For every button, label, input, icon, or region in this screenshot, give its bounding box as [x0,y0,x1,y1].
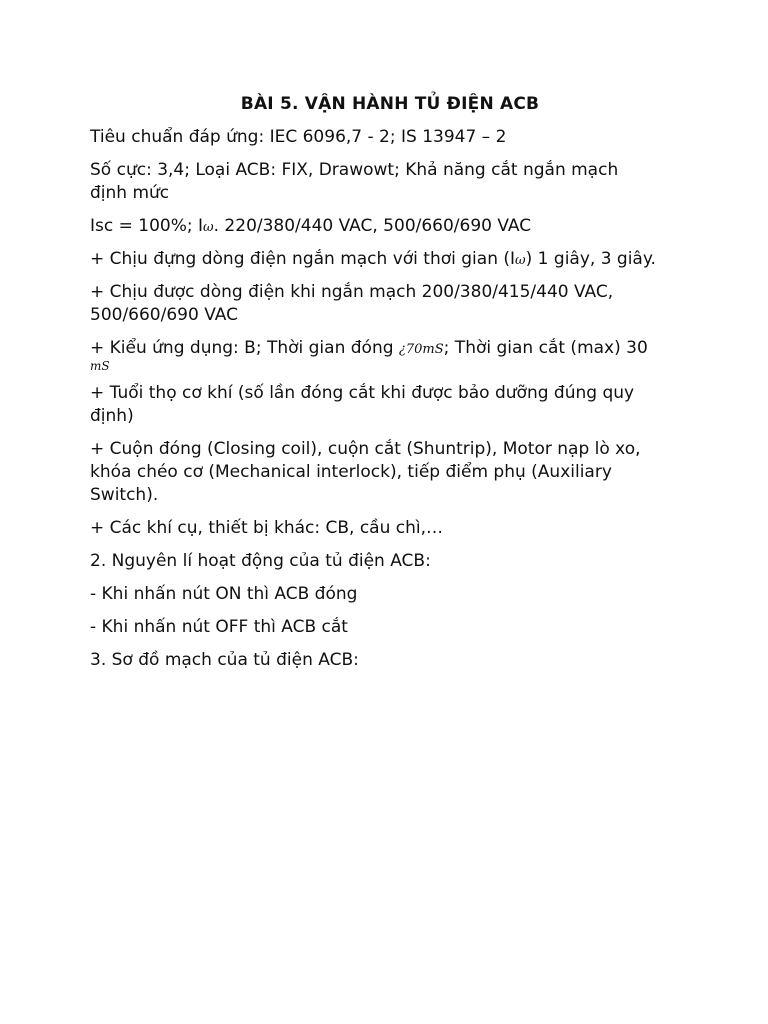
coil-paragraph [90,438,690,507]
type-prefix: + Kiểu ứng dụng: B; Thời gian đóng [90,338,399,358]
voltage-line-1: + Chịu được dòng điện khi ngắn mạch 200/380/415/440 VAC, [90,282,614,302]
document-body [90,92,690,682]
isc-suffix: . 220/380/440 VAC, 500/660/690 VAC [213,216,532,236]
withstand-paragraph [90,248,690,271]
off-action-line: - Khi nhấn nút OFF thì ACB cắt [90,617,348,637]
isc-prefix: Isc = 100%; I [90,216,204,236]
withstand-symbol: ω [515,253,526,268]
diagram-heading: 3. Sơ đồ mạch của tủ điện ACB: [90,650,359,670]
withstand-suffix: ) 1 giây, 3 giây. [525,249,656,269]
poles-line-2: định mức [90,183,170,203]
type-line-2: mS [90,359,110,373]
voltage-paragraph [90,281,690,327]
principle-heading: 2. Nguyên lí hoạt động của tủ điện ACB: [90,551,431,571]
life-paragraph [90,382,690,428]
poles-paragraph [90,159,690,205]
voltage-line-2: 500/660/690 VAC [90,305,238,325]
isc-paragraph [90,215,690,238]
poles-line-1: Số cực: 3,4; Loại ACB: FIX, Drawowt; Khả năng cắt ngắn mạch [90,160,619,180]
type-paragraph [90,337,690,372]
document-title: BÀI 5. VẬN HÀNH TỦ ĐIỆN ACB [240,94,540,114]
life-line-2: định) [90,406,134,426]
coil-line-1: + Cuộn đóng (Closing coil), cuộn cắt (Shuntrip), Motor nạp lò xo, [90,439,641,459]
withstand-prefix: + Chịu đựng dòng điện ngắn mạch với thơi gian (I [90,249,516,269]
on-action-line: - Khi nhấn nút ON thì ACB đóng [90,584,358,604]
coil-line-2: khóa chéo cơ (Mechanical interlock), tiếp điểm phụ (Auxiliary [90,462,612,482]
standard-line: Tiêu chuẩn đáp ứng: IEC 6096,7 - 2; IS 13947 – 2 [90,127,507,147]
coil-line-3: Switch). [90,485,159,505]
type-line-1 [90,337,690,360]
isc-symbol: ω [203,220,214,235]
type-suffix: ; Thời gian cắt (max) 30 [443,338,648,358]
life-line-1: + Tuổi thọ cơ khí (số lần đóng cắt khi được bảo dưỡng đúng quy [90,383,635,403]
other-devices-line: + Các khí cụ, thiết bị khác: CB, cầu chì,… [90,518,444,538]
type-symbol: ¿70mS [398,342,444,357]
